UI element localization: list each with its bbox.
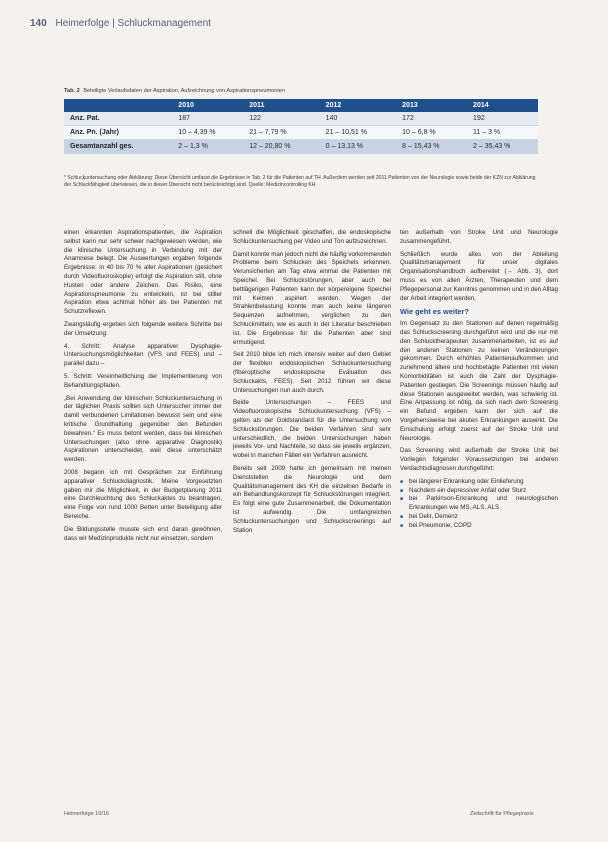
table-cell: 10 – 6,8 % [396,126,467,140]
page-header [30,18,211,29]
table-cell: 2 – 35,43 % [467,140,538,154]
body-paragraph: Schließlich wurde alles von der Abteilung Qualitätsmanagement für unser digitales Organisationshandbuch aufbereitet (→ Abb. 3), dort muss es von allen Ärzten, Therapeuten und dem Pflegepersonal zur Kenntnis genommen und in den Alltag der Arbeit integriert werden. [400,250,558,302]
header-title: Heimerfolge | Schluckmanagement [55,18,211,29]
table-header-cell: 2012 [320,99,396,112]
body-paragraph: Das Screening wird außerhalb der Stroke Unit bei Vorliegen folgender Voraussetzungen bei anderen Verdachtsdiagnosen durchgeführt: [400,447,558,472]
footer-right: Zeitschrift für Pflegepraxis [470,811,534,817]
body-paragraph: ten außerhalb von Stroke Unit und Neurologie zusammengeführt. [400,229,558,245]
body-paragraph: Die Bildungsstelle musste sich erst daran gewöhnen, dass wir Medizinprodukte nicht nur einsetzen, sondern [64,525,222,542]
table-header-row [64,99,538,112]
table-cell: 8 – 15,43 % [396,140,467,154]
table-cell: 172 [396,112,467,126]
table-header-cell: 2013 [396,99,467,112]
row-label: Anz. Pat. [64,112,172,126]
body-paragraph: einen erkannten Aspirationspatienten, die Aspiration selbst kann nur sehr schwer nachgewiesen werden, wie die klinische Untersuchung in Verbindung mit der Anamnese belegt. Die Auswertungen ergaben folgende Ergebnisse: in 40 bis 70 % aller Aspirationen (gesichert durch Videofluoroskopie) erfolgt die Aspiration still, ohne Husten oder andere Zeichen. Das Risiko, eine Aspirationspneumonie zu entwickeln, ist bei stiller Aspiration etwa achtmal höher als bei Patienten mit Schutzreflexen. [64,229,222,316]
body-paragraph: schnell die Möglichkeit geschaffen, die endoskopische Schluckuntersuchung per Video und Ton aufzuzeichnen. [233,229,391,245]
table-cell: 0 – 13,13 % [320,140,396,154]
body-paragraph: 2008 begann ich mit Gesprächen zur Einführung apparativer Schluckdiagnostik. Meine Vorgesetzten gaben mir die Möglichkeit, in der Budgetplanung 2011 eine Durchleuchtung des Schluckaktes zu beantragen, eine Folge von rund 1000 Betten unter Beteiligung aller Bereiche. [64,468,222,520]
list-item: ■ bei Delir, Demenz [400,513,558,522]
table-cell: 12 – 20,80 % [243,140,319,154]
row-label: Anz. Pn. (Jahr) [64,126,172,140]
row-label: Gesamtanzahl ges. [64,140,172,154]
table-row [64,140,538,154]
data-table [64,99,538,154]
table-cell: 187 [172,112,243,126]
list-item: ■ bei Pneumonie, COPD [400,522,558,531]
table-cell: 10 – 4,39 % [172,126,243,140]
body-paragraph: Bereits seit 2009 hatte ich gemeinsam mit meinen Dienststellen die Neurologie und dem Qualitätsmanagement des KH die einzelnen Bedarfe in ein Behandlungskonzept für Schluckstörungen integriert. Es folgt eine gute Zusammenarbeit, die Dokumentation ist aufwendig. Die umfangreichen Schluckuntersuchungen und Schluckscreenings auf Station [233,464,391,534]
bullet-list [400,478,558,531]
body-paragraph: Beide Untersuchungen – FEES und Videofluoroskopische Schluckuntersuchung (VFS) – gelten als der Goldstandard für die Untersuchung von Schluckstörungen. Die beiden Verfahren sind sehr unterschiedlich, die beiden Untersuchungen haben jeweils Vor- und Nachteile, so dass sie jeweils ergänzen, wobei in manchen Fällen ein Verfahren ausreicht. [233,399,391,460]
step-item: 5. Schritt: Vereinheitlichung der Implementierung von Behandlungspfaden. [64,372,222,389]
list-item: ■ Nachdem ein depressiver Anfall oder Sturz [400,487,558,496]
table-row [64,112,538,126]
table-cell: 11 – 3 % [467,126,538,140]
table-header-cell: 2010 [172,99,243,112]
table-cell: 192 [467,112,538,126]
table-row [64,126,538,140]
text-column-3 [400,229,558,534]
body-paragraph: Im Gegensatz zu den Stationen auf denen regelmäßig das Schluckscreening durchgeführt wird und die nur mit den Schlucktherapeuten zusammenarbeiten, ist es auf den anderen Stationen zu keinen Veränderungen gekommen. Durch erhöhtes Patientenaufkommen und zunehmend ältere und hochbetagte Patienten mit vielen Komorbiditäten ist auch die Zahl der Dysphagie-Patienten gestiegen. Die Screenings müssen häufig auf diese Stationen ausgeweitet werden, was schwierig ist. Eine Anpassung ist nötig, da sich nach dem Screening ein Befund ergeben kann der sich auf die Vorgehensweise bei akuten Erkrankungen auswirkt. Die Einschulung erfolgt zuerst auf der Stroke Unit und Neurologie. [400,320,558,442]
page-number: 140 [30,18,47,29]
table-header-cell: 2011 [243,99,319,112]
step-item: 4. Schritt: Analyse apparativer Dysphagie-Untersuchungsmöglichkeiten (VFS und FEES) und – parallel dazu – [64,342,222,368]
body-paragraph: „Bei Anwendung der klinischen Schluckuntersuchung in der täglichen Praxis sollten sich Untersucher immer der damit verbundenen Limitationen bewusst sein und eine kritische Grundhaltung gegenüber den Befunden bewahren.“ Es muss betont werden, dass bei klinischen Untersuchungen (also ohne apparative Diagnostik) Aspirationen unterscheidet, weil diese unterschätzt werden. [64,394,222,464]
table-caption [64,88,285,94]
table-caption-label: Tab. 2 [64,88,80,94]
table-cell: 2 – 1,3 % [172,140,243,154]
body-paragraph: Zwangsläufig ergeben sich folgende weitere Schritte bei der Umsetzung: [64,320,222,337]
footer-left: Heimerfolge 10/16 [64,811,109,817]
body-paragraph: Seit 2010 bilde ich mich intensiv weiter auf dem Gebiet der flexiblen endoskopischen Schluckuntersuchung (fiberoptische endoskopische Evaluation des Schluckakts, FEES). Seit 2012 führen wir diese Untersuchungen nun auch durch. [233,351,391,394]
table-header-cell: 2014 [467,99,538,112]
table-caption-text: Beteiligte Verlaufsdaten der Aspiration, Aufzeichnung von Aspirationspneumonien [83,88,285,94]
text-column-2 [233,229,391,539]
text-column-1 [64,229,222,547]
table-cell: 21 – 7,79 % [243,126,319,140]
section-heading: Wie geht es weiter? [400,307,469,317]
table-cell: 122 [243,112,319,126]
table-header-cell [64,99,172,112]
table-footnote: * Schluckuntersuchung oder Abklärung: Diese Übersicht umfasst die Ergebnisse in Tab. 2 für die Patienten auf TH. Außerdem werden seit 2011 Patienten von der Neurologie sowie beide der KZN zur Abklärung der Schluckfähigkeit überwiesen, die in dieser Übersicht nicht berücksichtigt sind. Quelle: Medizincontrolling KH. [64,175,536,188]
list-item: ■ bei Parkinson-Erkrankung und neurologischen Erkrankungen wie MS, ALS, ALS [400,495,558,513]
table-cell: 140 [320,112,396,126]
list-item: ■ bei längerer Erkrankung oder Einlieferung [400,478,558,487]
table-cell: 21 – 10,51 % [320,126,396,140]
body-paragraph: Damit konnte man jedoch nicht die häufig vorkommenden Probleme beim Schlucken des Speichels erkennen. Verunsicherten am Tag etwa einmal die Patienten mit Speichel. Bei Schluckstörungen, aber auch bei bettlägerigen Patienten kann der körpereigene Speichel mit Keimen aspiriert werden. Wegen der Strahlenbelastung konnte man auch keine längeren Sequenzen aufnehmen, verglichen zu den Schluckmitteln, wie es auch in der Literatur beschrieben ist. Die Ergebnisse für die Patienten aber sind ermutigend. [233,250,391,346]
